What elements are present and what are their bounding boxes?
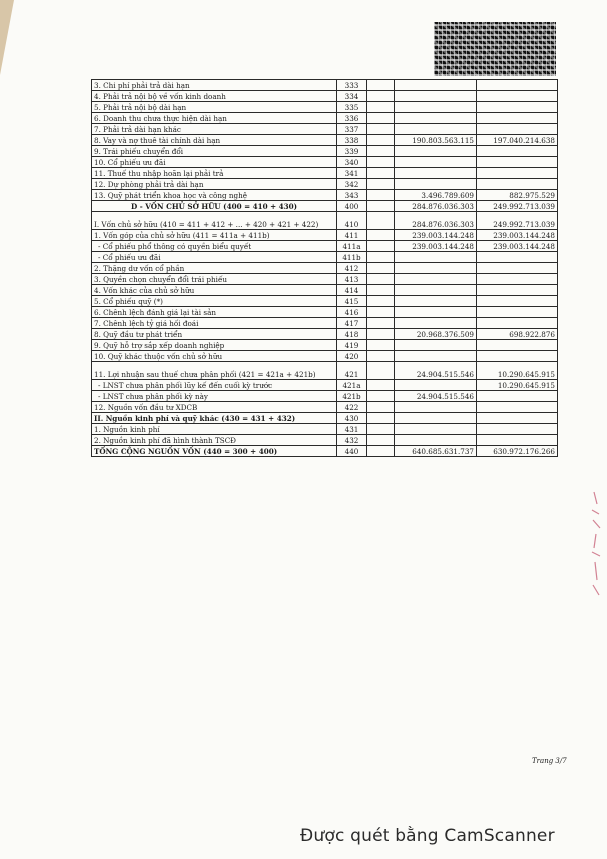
row-note	[367, 252, 395, 263]
row-code: 333	[337, 80, 367, 91]
row-begin-value	[477, 146, 558, 157]
row-item-label: 4. Vốn khác của chủ sở hữu	[92, 285, 337, 296]
row-end-value	[395, 340, 477, 351]
row-note	[367, 362, 395, 380]
row-code: 422	[337, 402, 367, 413]
row-code: 337	[337, 124, 367, 135]
row-begin-value: 239.003.144.248	[477, 230, 558, 241]
row-note	[367, 274, 395, 285]
row-item-label: - LNST chưa phân phối lũy kế đến cuối kỳ trước	[92, 380, 337, 391]
row-item-label: 6. Doanh thu chưa thực hiện dài hạn	[92, 113, 337, 124]
row-end-value	[395, 380, 477, 391]
row-item-label: 1. Nguồn kinh phí	[92, 424, 337, 435]
row-code: 338	[337, 135, 367, 146]
table-row	[92, 124, 558, 135]
row-note	[367, 307, 395, 318]
row-item-label: 11. Thuế thu nhập hoãn lại phải trả	[92, 168, 337, 179]
row-end-value	[395, 274, 477, 285]
table-row	[92, 113, 558, 124]
row-note	[367, 446, 395, 457]
qr-code	[434, 22, 556, 76]
table-row	[92, 157, 558, 168]
row-begin-value: 239.003.144.248	[477, 241, 558, 252]
row-end-value	[395, 102, 477, 113]
row-code: 343	[337, 190, 367, 201]
row-begin-value: 630.972.176.266	[477, 446, 558, 457]
balance-sheet-table	[91, 79, 558, 457]
row-code: 411b	[337, 252, 367, 263]
page-corner-fold	[0, 0, 14, 75]
table-row	[92, 212, 558, 230]
row-begin-value: 249.992.713.039	[477, 212, 558, 230]
row-begin-value	[477, 296, 558, 307]
table-row	[92, 362, 558, 380]
page-number: Trang 3/7	[532, 757, 567, 765]
row-item-label: 9. Quỹ hỗ trợ sắp xếp doanh nghiệp	[92, 340, 337, 351]
row-note	[367, 157, 395, 168]
row-note	[367, 230, 395, 241]
table-row	[92, 230, 558, 241]
row-item-label: 12. Dự phòng phải trả dài hạn	[92, 179, 337, 190]
row-code: 410	[337, 212, 367, 230]
row-code: 334	[337, 91, 367, 102]
row-begin-value: 249.992.713.039	[477, 201, 558, 212]
row-note	[367, 241, 395, 252]
row-code: 341	[337, 168, 367, 179]
row-code: 418	[337, 329, 367, 340]
row-end-value	[395, 402, 477, 413]
row-end-value: 284.876.036.303	[395, 212, 477, 230]
row-code: 421	[337, 362, 367, 380]
row-end-value: 239.003.144.248	[395, 241, 477, 252]
row-code: 413	[337, 274, 367, 285]
row-begin-value	[477, 113, 558, 124]
row-note	[367, 190, 395, 201]
table-row	[92, 351, 558, 362]
row-end-value: 3.496.789.609	[395, 190, 477, 201]
row-code: 420	[337, 351, 367, 362]
row-item-label: - LNST chưa phân phối kỳ này	[92, 391, 337, 402]
table-row	[92, 402, 558, 413]
row-begin-value	[477, 168, 558, 179]
row-note	[367, 435, 395, 446]
row-note	[367, 318, 395, 329]
row-end-value	[395, 252, 477, 263]
table-row	[92, 446, 558, 457]
row-item-label: I. Vốn chủ sở hữu (410 = 411 + 412 + ... + 420 + 421 + 422)	[92, 212, 337, 230]
row-begin-value	[477, 340, 558, 351]
table-row	[92, 135, 558, 146]
table-row	[92, 179, 558, 190]
row-item-label: 9. Trái phiếu chuyển đổi	[92, 146, 337, 157]
row-item-label: 7. Phải trả dài hạn khác	[92, 124, 337, 135]
row-note	[367, 285, 395, 296]
row-begin-value	[477, 252, 558, 263]
row-item-label: 13. Quỹ phát triển khoa học và công nghệ	[92, 190, 337, 201]
row-begin-value: 10.290.645.915	[477, 362, 558, 380]
row-code: 342	[337, 179, 367, 190]
row-item-label: 8. Vay và nợ thuê tài chính dài hạn	[92, 135, 337, 146]
row-end-value: 284.876.036.303	[395, 201, 477, 212]
row-begin-value	[477, 307, 558, 318]
row-begin-value	[477, 318, 558, 329]
row-end-value	[395, 168, 477, 179]
row-code: 335	[337, 102, 367, 113]
row-code: 336	[337, 113, 367, 124]
row-note	[367, 124, 395, 135]
table-row	[92, 80, 558, 91]
row-code: 414	[337, 285, 367, 296]
row-note	[367, 179, 395, 190]
row-end-value	[395, 424, 477, 435]
table-row	[92, 190, 558, 201]
row-note	[367, 380, 395, 391]
row-note	[367, 102, 395, 113]
row-note	[367, 413, 395, 424]
table-row	[92, 168, 558, 179]
row-item-label: 2. Thặng dư vốn cổ phần	[92, 263, 337, 274]
row-code: 421b	[337, 391, 367, 402]
table-row	[92, 241, 558, 252]
row-end-value: 24.904.515.546	[395, 391, 477, 402]
row-begin-value	[477, 424, 558, 435]
row-item-label: - Cổ phiếu phổ thông có quyền biểu quyết	[92, 241, 337, 252]
table-row	[92, 318, 558, 329]
row-item-label: 10. Cổ phiếu ưu đãi	[92, 157, 337, 168]
row-begin-value: 197.040.214.638	[477, 135, 558, 146]
row-code: 339	[337, 146, 367, 157]
row-item-label: TỔNG CỘNG NGUỒN VỐN (440 = 300 + 400)	[92, 446, 337, 457]
row-code: 432	[337, 435, 367, 446]
table-row	[92, 435, 558, 446]
row-end-value	[395, 318, 477, 329]
table-row	[92, 340, 558, 351]
row-item-label: 10. Quỹ khác thuộc vốn chủ sở hữu	[92, 351, 337, 362]
row-item-label: 11. Lợi nhuận sau thuế chưa phân phối (421 = 421a + 421b)	[92, 362, 337, 380]
row-begin-value: 10.290.645.915	[477, 380, 558, 391]
row-item-label: 12. Nguồn vốn đầu tư XDCB	[92, 402, 337, 413]
row-item-label: 4. Phải trả nội bộ về vốn kinh doanh	[92, 91, 337, 102]
row-end-value	[395, 157, 477, 168]
row-item-label: D - VỐN CHỦ SỞ HỮU (400 = 410 + 430)	[92, 201, 337, 212]
row-note	[367, 168, 395, 179]
row-item-label: 7. Chênh lệch tỷ giá hối đoái	[92, 318, 337, 329]
row-end-value	[395, 146, 477, 157]
row-note	[367, 146, 395, 157]
row-note	[367, 402, 395, 413]
row-begin-value	[477, 285, 558, 296]
row-begin-value: 882.975.529	[477, 190, 558, 201]
row-begin-value	[477, 351, 558, 362]
row-code: 400	[337, 201, 367, 212]
row-code: 412	[337, 263, 367, 274]
row-begin-value	[477, 402, 558, 413]
row-note	[367, 340, 395, 351]
row-note	[367, 424, 395, 435]
table-row	[92, 274, 558, 285]
row-code: 440	[337, 446, 367, 457]
row-code: 417	[337, 318, 367, 329]
row-code: 421a	[337, 380, 367, 391]
row-note	[367, 201, 395, 212]
row-end-value: 239.003.144.248	[395, 230, 477, 241]
row-begin-value: 698.922.876	[477, 329, 558, 340]
row-code: 411	[337, 230, 367, 241]
row-item-label: 6. Chênh lệch đánh giá lại tài sản	[92, 307, 337, 318]
row-end-value	[395, 179, 477, 190]
row-end-value	[395, 263, 477, 274]
row-end-value: 640.685.631.737	[395, 446, 477, 457]
row-code: 411a	[337, 241, 367, 252]
red-stamp-marks	[588, 490, 607, 600]
row-end-value	[395, 413, 477, 424]
row-end-value	[395, 351, 477, 362]
row-begin-value	[477, 80, 558, 91]
table-row	[92, 201, 558, 212]
row-code: 431	[337, 424, 367, 435]
scanner-footer: Được quét bằng CamScanner	[300, 826, 555, 846]
row-code: 416	[337, 307, 367, 318]
row-code: 415	[337, 296, 367, 307]
row-note	[367, 329, 395, 340]
row-note	[367, 212, 395, 230]
table-row	[92, 307, 558, 318]
table-row	[92, 413, 558, 424]
row-begin-value	[477, 263, 558, 274]
row-item-label: 2. Nguồn kinh phí đã hình thành TSCĐ	[92, 435, 337, 446]
row-begin-value	[477, 274, 558, 285]
row-begin-value	[477, 179, 558, 190]
row-note	[367, 135, 395, 146]
row-begin-value	[477, 413, 558, 424]
row-item-label: - Cổ phiếu ưu đãi	[92, 252, 337, 263]
row-end-value	[395, 435, 477, 446]
row-end-value	[395, 80, 477, 91]
row-end-value	[395, 124, 477, 135]
row-end-value	[395, 91, 477, 102]
row-begin-value	[477, 124, 558, 135]
row-note	[367, 80, 395, 91]
table-row	[92, 380, 558, 391]
table-row	[92, 296, 558, 307]
row-item-label: 8. Quỹ đầu tư phát triển	[92, 329, 337, 340]
row-end-value	[395, 285, 477, 296]
row-code: 340	[337, 157, 367, 168]
table-row	[92, 391, 558, 402]
row-end-value: 20.968.376.509	[395, 329, 477, 340]
table-row	[92, 252, 558, 263]
table-row	[92, 102, 558, 113]
row-code: 430	[337, 413, 367, 424]
row-begin-value	[477, 435, 558, 446]
row-code: 419	[337, 340, 367, 351]
row-end-value: 190.803.563.115	[395, 135, 477, 146]
table-row	[92, 329, 558, 340]
row-note	[367, 351, 395, 362]
row-end-value	[395, 113, 477, 124]
row-note	[367, 91, 395, 102]
row-begin-value	[477, 102, 558, 113]
row-note	[367, 391, 395, 402]
table-row	[92, 424, 558, 435]
row-note	[367, 263, 395, 274]
row-item-label: 5. Phải trả nội bộ dài hạn	[92, 102, 337, 113]
row-begin-value	[477, 391, 558, 402]
row-end-value: 24.904.515.546	[395, 362, 477, 380]
table-row	[92, 285, 558, 296]
row-item-label: 3. Chi phí phải trả dài hạn	[92, 80, 337, 91]
row-end-value	[395, 296, 477, 307]
row-note	[367, 113, 395, 124]
row-item-label: II. Nguồn kinh phí và quỹ khác (430 = 431 + 432)	[92, 413, 337, 424]
row-note	[367, 296, 395, 307]
row-end-value	[395, 307, 477, 318]
row-item-label: 5. Cổ phiếu quỹ (*)	[92, 296, 337, 307]
row-begin-value	[477, 157, 558, 168]
row-item-label: 3. Quyền chọn chuyển đổi trái phiếu	[92, 274, 337, 285]
table-row	[92, 146, 558, 157]
row-item-label: 1. Vốn góp của chủ sở hữu (411 = 411a + 411b)	[92, 230, 337, 241]
table-row	[92, 91, 558, 102]
table-row	[92, 263, 558, 274]
row-begin-value	[477, 91, 558, 102]
